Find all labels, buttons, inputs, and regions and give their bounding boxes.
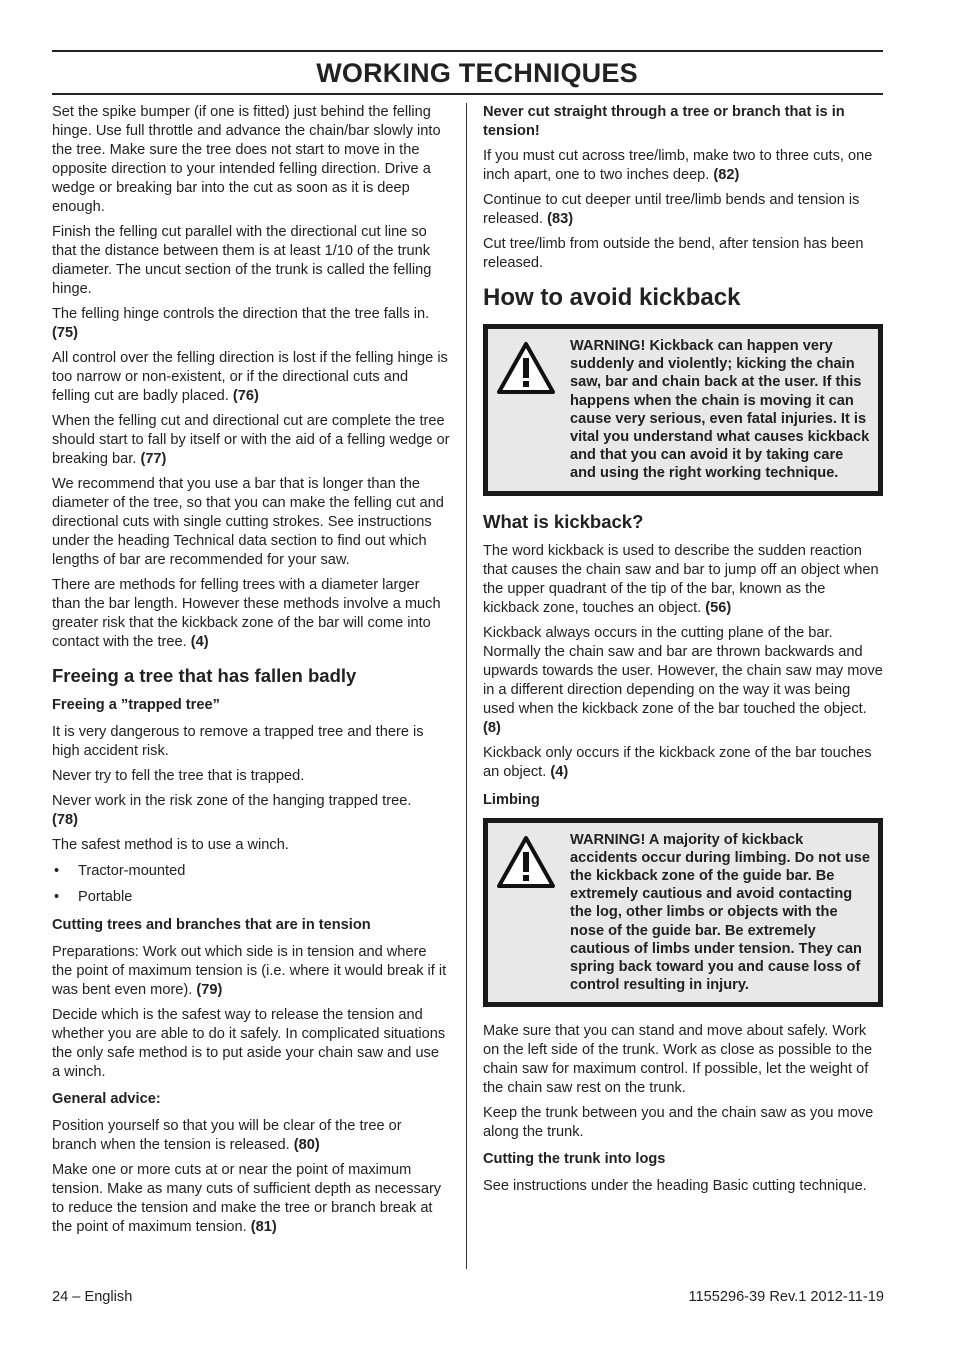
bullet-icon: • xyxy=(54,889,60,905)
right-column xyxy=(483,103,883,1202)
figure-ref: (80) xyxy=(293,1137,320,1153)
section-heading-kickback: How to avoid kickback xyxy=(483,284,741,311)
paragraph: Keep the trunk between you and the chain saw as you move along the trunk. xyxy=(483,1105,874,1141)
paragraph: The word kickback is used to describe the sudden reaction that causes the chain saw and bar to jump off an object when the upper quadrant of the tip of the bar, known as the kickback zone, touches an object. (56) xyxy=(483,542,879,616)
warning-box-kickback xyxy=(483,324,883,496)
paragraph: See instructions under the heading Basic cutting technique. xyxy=(483,1178,867,1195)
warning-text: WARNING! Kickback can happen very suddenly and violently; kicking the chain saw, bar and chain back at the user. If this happens when the chain is moving it can cause very serious, even fatal injuries. It is vital you understand what causes kickback and that you can avoid it by taking care and using the right working technique. xyxy=(570,338,870,482)
figure-ref: (4) xyxy=(190,634,209,650)
figure-ref: (83) xyxy=(547,211,574,227)
paragraph: Kickback only occurs if the kickback zone of the bar touches an object. (4) xyxy=(483,744,872,780)
bullet-list xyxy=(52,862,450,907)
paragraph: If you must cut across tree/limb, make two to three cuts, one inch apart, one to two inches deep. (82) xyxy=(483,148,873,183)
figure-ref: (82) xyxy=(713,167,740,183)
figure-ref: (56) xyxy=(705,599,732,616)
paragraph: Position yourself so that you will be clear of the tree or branch when the tension is released. (80) xyxy=(52,1118,402,1153)
paragraph: Make one or more cuts at or near the point of maximum tension. Make as many cuts of sufficient depth as necessary to reduce the tension and make the tree or branch break at the point of maximum tension. (81) xyxy=(52,1162,442,1235)
paragraph: Decide which is the safest way to release the tension and whether you are able to do it safely. In complicated situations the only safe method is to put aside your chain saw and use a winch. xyxy=(52,1007,446,1080)
paragraph: Kickback always occurs in the cutting plane of the bar. Normally the chain saw and bar are thrown backwards and upwards towards the user. However, the chain saw may move in a different direction depending on the way it was being used when the kickback zone of the bar touched the object. (8) xyxy=(483,624,883,736)
paragraph: Finish the felling cut parallel with the directional cut line so that the distance between them is at least 1/10 of the trunk diameter. The uncut section of the trunk is called the felling hinge. xyxy=(52,224,432,297)
footer-doc-id: 1155296-39 Rev.1 2012-11-19 xyxy=(688,1289,884,1305)
paragraph: Cut tree/limb from outside the bend, after tension has been released. xyxy=(483,236,864,271)
figure-ref: (78) xyxy=(52,812,78,828)
header-rule-bottom xyxy=(52,93,883,95)
figure-ref: (75) xyxy=(52,325,78,341)
subheading-limbing: Limbing xyxy=(483,791,540,808)
subheading-general-advice: General advice: xyxy=(52,1091,161,1107)
subheading-cutting-logs: Cutting the trunk into logs xyxy=(483,1151,666,1168)
subheading-tension: Cutting trees and branches that are in tension xyxy=(52,917,371,933)
bullet-icon: • xyxy=(54,863,60,879)
warning-box-limbing xyxy=(483,818,883,1008)
warning-text: WARNING! A majority of kickback accidents occur during limbing. Do not use the kickback zone of the guide bar. Be extremely cautious and avoid contacting the log, other limbs or objects with the nose of the guide bar. Be extremely cautious of limbs under tension. They can spring back toward you and cause loss of control resulting in injury. xyxy=(570,831,871,994)
figure-ref: (79) xyxy=(196,982,223,998)
warning-triangle-icon xyxy=(496,341,556,395)
paragraph: The safest method is to use a winch. xyxy=(52,837,289,853)
paragraph: It is very dangerous to remove a trapped tree and there is high accident risk. xyxy=(52,724,424,759)
figure-ref: (4) xyxy=(550,763,569,780)
list-item: • Tractor-mounted xyxy=(54,863,186,879)
paragraph: We recommend that you use a bar that is longer than the diameter of the tree, so that you can make the felling cut and directional cuts with single cutting strokes. See instructions under the heading Technical data section to find out which lengths of bar are recommended for your saw. xyxy=(52,476,444,568)
header-rule-top xyxy=(52,50,883,52)
page-title: WORKING TECHNIQUES xyxy=(316,58,638,88)
paragraph: Set the spike bumper (if one is fitted) just behind the felling hinge. Use full throttle and advance the chain/bar slowly into the tree. Make sure the tree does not start to move in the opposite direction to your intended felling direction. Drive a wedge or breaking bar into the cut as soon as it is deep enough. xyxy=(52,104,441,215)
subheading-trapped-tree: Freeing a ”trapped tree” xyxy=(52,697,220,713)
warning-triangle-icon xyxy=(496,835,556,889)
paragraph: Preparations: Work out which side is in tension and where the point of maximum tension is (i.e. where it would break if it was bent even more). (79) xyxy=(52,944,447,998)
list-item: • Portable xyxy=(54,889,133,905)
paragraph: Make sure that you can stand and move about safely. Work on the left side of the trunk. Work as close as possible to the chain saw for maximum control. If possible, let the weight of the chain saw rest on the trunk. xyxy=(483,1023,873,1097)
figure-ref: (76) xyxy=(232,388,259,404)
paragraph: Never work in the risk zone of the hanging trapped tree. (78) xyxy=(52,793,412,828)
section-heading-what-is-kickback: What is kickback? xyxy=(483,510,644,532)
figure-ref: (8) xyxy=(483,719,501,736)
figure-ref: (81) xyxy=(250,1219,277,1235)
paragraph: The felling hinge controls the direction that the tree falls in. (75) xyxy=(52,306,430,341)
left-column xyxy=(52,103,450,1243)
footer-page-number: 24 – English xyxy=(52,1289,133,1305)
section-heading-freeing: Freeing a tree that has fallen badly xyxy=(52,665,357,686)
paragraph-bold: Never cut straight through a tree or branch that is in tension! xyxy=(483,104,845,139)
figure-ref: (77) xyxy=(140,451,167,467)
paragraph: Continue to cut deeper until tree/limb bends and tension is released. (83) xyxy=(483,192,860,227)
paragraph: There are methods for felling trees with a diameter larger than the bar length. However these methods involve a much greater risk that the kickback zone of the bar will come into contact with the tree. (4) xyxy=(52,577,441,650)
column-divider xyxy=(466,103,467,1269)
paragraph: When the felling cut and directional cut are complete the tree should start to fall by itself or with the aid of a felling wedge or breaking bar. (77) xyxy=(52,413,450,467)
paragraph: Never try to fell the tree that is trapped. xyxy=(52,768,305,784)
paragraph: All control over the felling direction is lost if the felling hinge is too narrow or non-existent, or if the directional cuts and felling cut are badly placed. (76) xyxy=(52,350,448,404)
